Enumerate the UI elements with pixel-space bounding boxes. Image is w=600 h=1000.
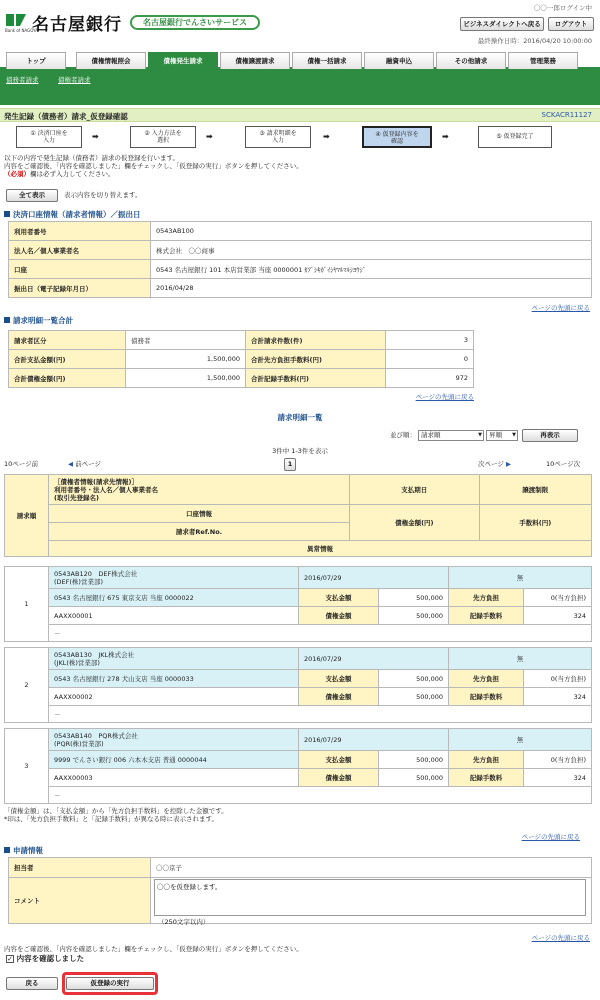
checkbox-icon: ✓ xyxy=(7,955,13,963)
confirm-checkbox-row[interactable]: ✓ 内容を確認しました xyxy=(7,954,85,963)
row-ref: AAXX00003 xyxy=(49,769,299,787)
next-10-pages[interactable]: 10ページ次 xyxy=(546,460,581,468)
prev-page-link[interactable]: ◀ 前ページ xyxy=(68,460,101,468)
logout-button[interactable]: ログアウト xyxy=(548,17,594,31)
row-party: 0543AB120 DEF株式会社 (DEF(株)営業部) xyxy=(49,567,299,589)
row-account: 0543 名古屋銀行 675 東京支店 当座 0000022 xyxy=(49,589,299,607)
back-to-top-link[interactable]: ページの先頭に戻る xyxy=(531,934,590,942)
row-pay-date: 2016/07/29 xyxy=(299,567,449,589)
footer-guide: 内容をご確認後、「内容を確認しました」欄をチェックし、「仮登録の実行」ボタンを押してください。 xyxy=(4,945,303,953)
row-order: 3 xyxy=(5,729,49,804)
account-label: 口座 xyxy=(9,260,151,279)
tab-issue[interactable]: 債権発生請求 xyxy=(148,52,218,69)
row-ref: AAXX00002 xyxy=(49,688,299,706)
row-party: 0543AB140 PQR株式会社 (PQR(株)営業部) xyxy=(49,729,299,751)
account-value: 株式会社 〇〇商事 xyxy=(151,241,592,260)
note-2: *印は、「先方負担手数料」と「記録手数料」が異なる時に表示されます。 xyxy=(4,815,218,823)
subnav-creditor-request[interactable]: 債権者請求 xyxy=(58,76,91,84)
step-5: ⑤ 仮登録完了 xyxy=(478,126,552,148)
bank-logo-sub: Bank of NAGOYA xyxy=(5,28,39,33)
prev-arrow-icon: ◀ xyxy=(68,460,73,468)
col-party: ［債権者情報(請求先情報)］ 利用者番号・法人名／個人事業者名 (取引先登録名) xyxy=(49,475,350,505)
request-row: 2 0543AB130 JKL株式会社 (JKL(株)営業部) 2016/07/29 無 0543 名古屋銀行 278 犬山支店 当座 0000033 支払金額 500,000 先方負担 0(当方負担) AAXX00002 債権金額 500,000 記録手数料 324 － xyxy=(4,647,592,723)
sort-select[interactable]: 請求順 ▼ xyxy=(418,430,484,441)
sort-label: 並び順： xyxy=(390,431,416,439)
login-user: 〇〇一郎ログイン中 xyxy=(533,4,592,12)
resort-button[interactable]: 再表示 xyxy=(522,429,578,442)
row-abnormal: － xyxy=(49,706,592,723)
account-value: 0543 名古屋銀行 101 本店営業部 当座 0000001 ｶﾌﾞｼｷｶﾞｲｼﾔﾏﾙﾏﾙｼﾖｳｼﾞ xyxy=(151,260,592,279)
col-account: 口座情報 xyxy=(49,505,350,523)
row-abnormal: － xyxy=(49,787,592,804)
step-arrow-icon: ➡ xyxy=(442,132,449,141)
tab-admin[interactable]: 管理業務 xyxy=(508,52,578,69)
back-to-top-link[interactable]: ページの先頭に戻る xyxy=(415,393,474,401)
request-detail-table xyxy=(4,474,592,557)
row-pay-date: 2016/07/29 xyxy=(299,729,449,751)
col-pay-date: 支払期日 xyxy=(350,475,479,505)
show-all-text: 表示内容を切り替えます。 xyxy=(64,191,142,199)
bank-logo: 名古屋銀行 xyxy=(32,15,122,35)
row-restrict: 無 xyxy=(449,729,592,751)
step-arrow-icon: ➡ xyxy=(206,132,213,141)
section-apply-title: 申請情報 xyxy=(4,845,43,856)
bank-logo-mark xyxy=(6,12,26,28)
summary-table: 請求者区分 債務者 合計請求件数(件) 3 合計支払金額(円) 1,500,000 合計先方負担手数料(円) 0 合計債権金額(円) 1,500,000 合計記録手数料(円) 972 xyxy=(8,330,474,388)
back-to-top-link[interactable]: ページの先頭に戻る xyxy=(531,304,590,312)
step-3: ③ 請求明細を 入力 xyxy=(245,126,311,148)
result-count: 3件中 1-3件を表示 xyxy=(272,447,328,455)
page-number[interactable]: 1 xyxy=(284,458,296,471)
step-1: ① 決済口座を 入力 xyxy=(16,126,82,148)
screen-code: SCKACR11127 xyxy=(541,111,592,119)
step-arrow-icon: ➡ xyxy=(323,132,330,141)
account-label: 利用者番号 xyxy=(9,222,151,241)
row-account: 9999 でんさい銀行 006 六本木支店 普通 0000044 xyxy=(49,751,299,769)
page-title-bar xyxy=(0,108,600,122)
next-page-link[interactable]: 次ページ ▶ xyxy=(478,460,511,468)
tab-transfer[interactable]: 債権譲渡請求 xyxy=(220,52,290,69)
prev-10-pages[interactable]: 10ページ前 xyxy=(4,460,39,468)
step-2: ② 入力方法を 選択 xyxy=(130,126,196,148)
service-name: 名古屋銀行でんさいサービス xyxy=(130,15,260,30)
main-tabs xyxy=(0,52,600,71)
tab-loan[interactable]: 融資申込 xyxy=(364,52,434,69)
row-abnormal: － xyxy=(49,625,592,642)
note-1: 「債権金額」は、「支払金額」から「先方負担手数料」を控除した金額です。 xyxy=(4,807,228,815)
required-tag: （必須） xyxy=(4,170,30,178)
required-note: （必須）欄は必ず入力してください。 xyxy=(4,170,115,178)
section-account-title: 決済口座情報（請求者情報）／振出日 xyxy=(4,209,141,220)
row-party: 0543AB130 JKL株式会社 (JKL(株)営業部) xyxy=(49,648,299,670)
section-summary-title: 請求明細一覧合計 xyxy=(4,315,73,326)
request-row: 1 0543AB120 DEF株式会社 (DEF(株)営業部) 2016/07/29 無 0543 名古屋銀行 675 東京支店 当座 0000022 支払金額 500,000 先方負担 0(当方負担) AAXX00001 債権金額 500,000 記録手数料 324 － xyxy=(4,566,592,642)
col-abnormal: 異常情報 xyxy=(49,541,592,557)
sub-navigation xyxy=(0,71,600,105)
execute-provisional-registration-button[interactable]: 仮登録の実行 xyxy=(66,977,154,990)
step-arrow-icon: ➡ xyxy=(92,132,99,141)
tab-other[interactable]: その他請求 xyxy=(436,52,506,69)
subnav-debtor-request[interactable]: 債務者請求 xyxy=(6,76,39,84)
guide-text-2: 内容をご確認後、「内容を確認しました」欄をチェックし、「仮登録の実行」ボタンを押してください。 xyxy=(4,162,303,170)
person-value: 〇〇京子 xyxy=(151,858,592,878)
row-pay-date: 2016/07/29 xyxy=(299,648,449,670)
col-fee: 手数料(円) xyxy=(479,505,591,541)
back-button[interactable]: 戻る xyxy=(6,977,58,990)
last-operation-time: 最終操作日時：2016/04/20 10:00:00 xyxy=(477,37,592,45)
order-select[interactable]: 昇順 ▼ xyxy=(486,430,518,441)
show-all-button[interactable]: 全て表示 xyxy=(6,189,58,202)
comment-field[interactable] xyxy=(154,879,586,916)
next-arrow-icon: ▶ xyxy=(505,460,511,468)
guide-text-1: 以下の内容で発生記録（債務者）請求の仮登録を行います。 xyxy=(4,154,179,162)
comment-hint: （250文字以内） xyxy=(158,918,210,926)
page-title: 発生記録（債務者）請求_仮登録確認 xyxy=(4,112,128,121)
business-direct-button[interactable]: ビジネスダイレクトへ戻る xyxy=(460,17,544,31)
row-account: 0543 名古屋銀行 278 犬山支店 当座 0000033 xyxy=(49,670,299,688)
apply-table: 担当者 〇〇京子 コメント xyxy=(8,857,592,924)
list-title: 請求明細一覧 xyxy=(277,413,323,422)
row-restrict: 無 xyxy=(449,648,592,670)
account-label: 法人名／個人事業者名 xyxy=(9,241,151,260)
back-to-top-link[interactable]: ページの先頭に戻る xyxy=(521,833,580,841)
account-table xyxy=(8,221,592,298)
account-label: 振出日（電子記録年月日） xyxy=(9,279,151,298)
step-4-current: ④ 仮登録内容を 確認 xyxy=(362,126,432,148)
col-transfer: 譲渡制限 xyxy=(479,475,591,505)
row-order: 1 xyxy=(5,567,49,642)
request-row: 3 0543AB140 PQR株式会社 (PQR(株)営業部) 2016/07/29 無 9999 でんさい銀行 006 六本木支店 普通 0000044 支払金額 500,000 先方負担 0(当方負担) AAXX00003 債権金額 500,000 記録手数料 324 － xyxy=(4,728,592,804)
tab-bulk[interactable]: 債権一括請求 xyxy=(292,52,362,69)
row-order: 2 xyxy=(5,648,49,723)
account-value: 2016/04/28 xyxy=(151,279,592,298)
col-amount: 債権金額(円) xyxy=(350,505,479,541)
col-order: 請求順 xyxy=(5,475,49,557)
col-ref: 請求者Ref.No. xyxy=(49,523,350,541)
tab-top[interactable]: トップ xyxy=(6,52,66,69)
row-ref: AAXX00001 xyxy=(49,607,299,625)
account-value: 0543AB100 xyxy=(151,222,592,241)
tab-inquiry[interactable]: 債権情報照会 xyxy=(76,52,146,69)
row-restrict: 無 xyxy=(449,567,592,589)
